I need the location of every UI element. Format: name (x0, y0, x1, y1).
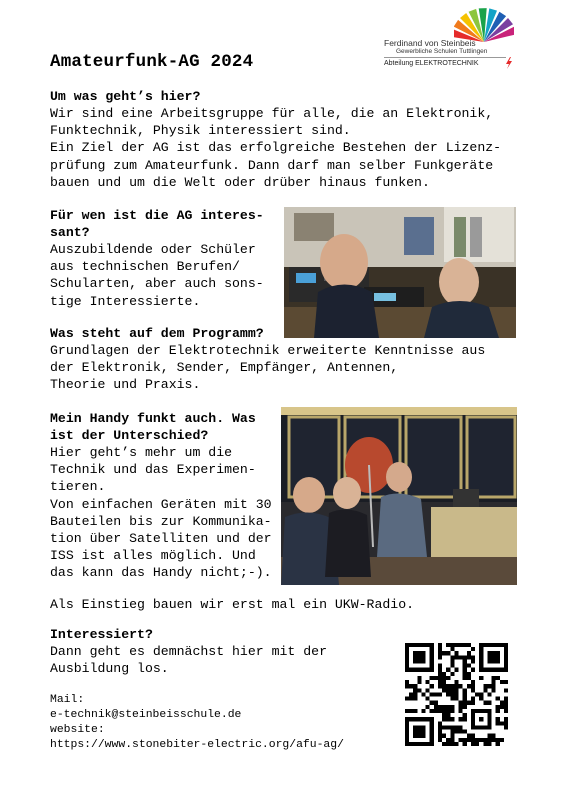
logo-divider (384, 57, 506, 58)
section-who-heading: Für wen ist die AG interes- sant? (50, 208, 264, 241)
section-program-heading: Was steht auf dem Programm? (50, 326, 264, 341)
section-interested-body: Dann geht es demnächst hier mit der Ausbildung los. (50, 644, 327, 677)
section-interested-heading: Interessiert? (50, 627, 153, 642)
section-handy-heading: Mein Handy funkt auch. Was ist der Unterschied? (50, 411, 256, 444)
section-program-body: Grundlagen der Elektrotechnik erweiterte Kenntnisse aus der Elektronik, Sender, Empfänger, Antennen, Theorie und Praxis. (50, 343, 486, 393)
contact-mail-link[interactable]: e-technik@steinbeisschule.de (50, 709, 242, 721)
contact-website-link[interactable]: https://www.stonebiter-electric.org/afu-ag/ (50, 739, 344, 751)
lightning-bolt-icon (505, 57, 513, 69)
school-logo (384, 4, 564, 74)
qr-code[interactable] (405, 643, 508, 746)
photo-group-satellite (281, 407, 517, 585)
section-what-heading: Um was geht’s hier? (50, 89, 201, 104)
section-handy-body: Hier geht’s mehr um die Technik und das Experimen- tieren. Von einfachen Geräten mit 30 Bauteilen bis zur Kommunika- tion über Satelliten und der ISS ist alles möglich. Und das kann das Handy nicht;-). (50, 445, 272, 581)
page-title: Amateurfunk-AG 2024 (50, 52, 254, 72)
contact-website-label: website: (50, 724, 105, 736)
contact-mail-label: Mail: (50, 694, 85, 706)
logo-school-name: Ferdinand von Steinbeis (384, 38, 476, 48)
logo-school-subtitle: Gewerbliche Schulen Tuttlingen (396, 48, 488, 55)
section-what-body: Wir sind eine Arbeitsgruppe für alle, die an Elektronik, Funktechnik, Physik interessiert sind. Ein Ziel der AG ist das erfolgreiche Bestehen der Lizenz- prüfung zum Amateurfunk. Dann darf man selber Funkgeräte bauen und um die Welt oder drüber hinaus funken. (50, 106, 502, 190)
section-start-body: Als Einstieg bauen wir erst mal ein UKW-Radio. (50, 597, 415, 612)
section-who-body: Auszubildende oder Schüler aus technischen Berufen/ Schularten, aber auch sons- tige Interessierte. (50, 242, 264, 309)
logo-department: Abteilung ELEKTROTECHNIK (384, 60, 479, 67)
photo-radio-station (284, 207, 516, 338)
